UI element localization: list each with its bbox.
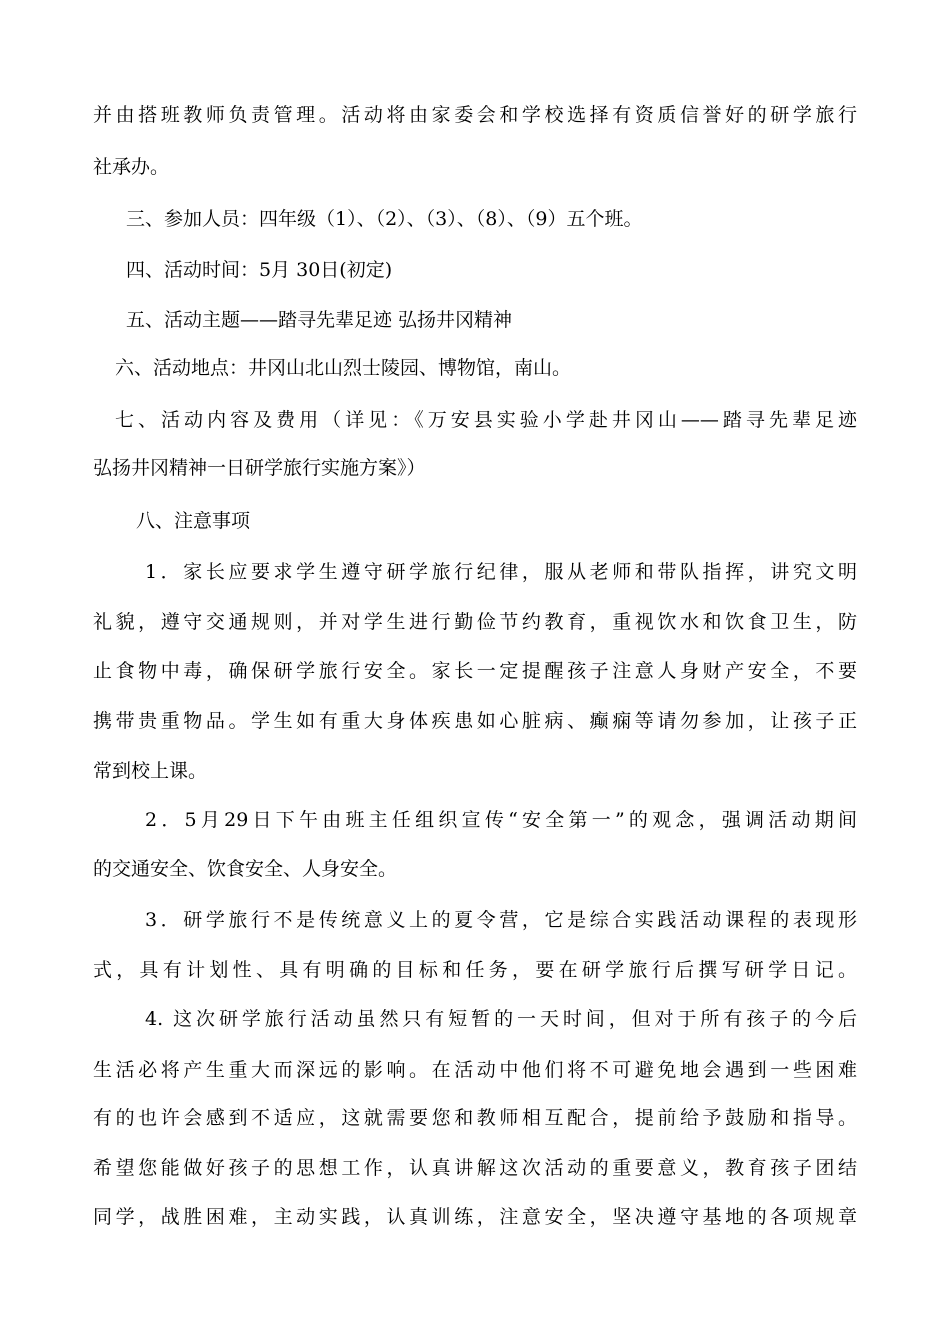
section-participants: 三、参加人员：四年级（1）、（2）、（3）、（8）、（9）五个班。 [126,208,643,230]
note-item-4: 4. 这次研学旅行活动虽然只有短暂的一天时间，但对于所有孩子的今后 [145,1008,857,1030]
section-time: 四、活动时间：5月 30日(初定) [126,259,393,281]
text-line: 有的也许会感到不适应，这就需要您和教师相互配合，提前给予鼓励和指导。 [93,1107,857,1129]
text-line: 社承办。 [93,156,170,178]
text-line: 同学，战胜困难，主动实践，认真训练，注意安全，坚决遵守基地的各项规章 [93,1206,857,1228]
text-line: 止食物中毒，确保研学旅行安全。家长一定提醒孩子注意人身财产安全，不要 [93,660,857,682]
text-line: 弘扬井冈精神一日研学旅行实施方案》） [93,457,426,479]
text-line: 礼貌，遵守交通规则，并对学生进行勤俭节约教育，重视饮水和饮食卫生，防 [93,611,857,633]
text-line: 并由搭班教师负责管理。活动将由家委会和学校选择有资质信誉好的研学旅行 [93,104,857,126]
section-notes-heading: 八、注意事项 [136,510,251,532]
section-content-fees: 七、活动内容及费用（详见：《万安县实验小学赴井冈山——踏寻先辈足迹 [115,409,857,431]
text-line: 式，具有计划性、具有明确的目标和任务，要在研学旅行后撰写研学日记。 [93,959,857,981]
section-theme: 五、活动主题——踏寻先辈足迹 弘扬井冈精神 [126,309,513,331]
text-line: 生活必将产生重大而深远的影响。在活动中他们将不可避免地会遇到一些困难 [93,1059,857,1081]
text-line: 常到校上课。 [93,760,208,782]
text-line: 的交通安全、饮食安全、人身安全。 [93,858,398,880]
section-location: 六、活动地点：井冈山北山烈士陵园、博物馆，南山。 [115,357,572,379]
note-item-1: 1．家长应要求学生遵守研学旅行纪律，服从老师和带队指挥，讲究文明 [145,561,857,583]
text-line: 携带贵重物品。学生如有重大身体疾患如心脏病、癫痫等请勿参加，让孩子正 [93,710,857,732]
note-item-2: 2．5月29日下午由班主任组织宣传“安全第一”的观念，强调活动期间 [145,809,857,831]
note-item-3: 3．研学旅行不是传统意义上的夏令营，它是综合实践活动课程的表现形 [145,909,857,931]
text-line: 希望您能做好孩子的思想工作，认真讲解这次活动的重要意义，教育孩子团结 [93,1157,857,1179]
